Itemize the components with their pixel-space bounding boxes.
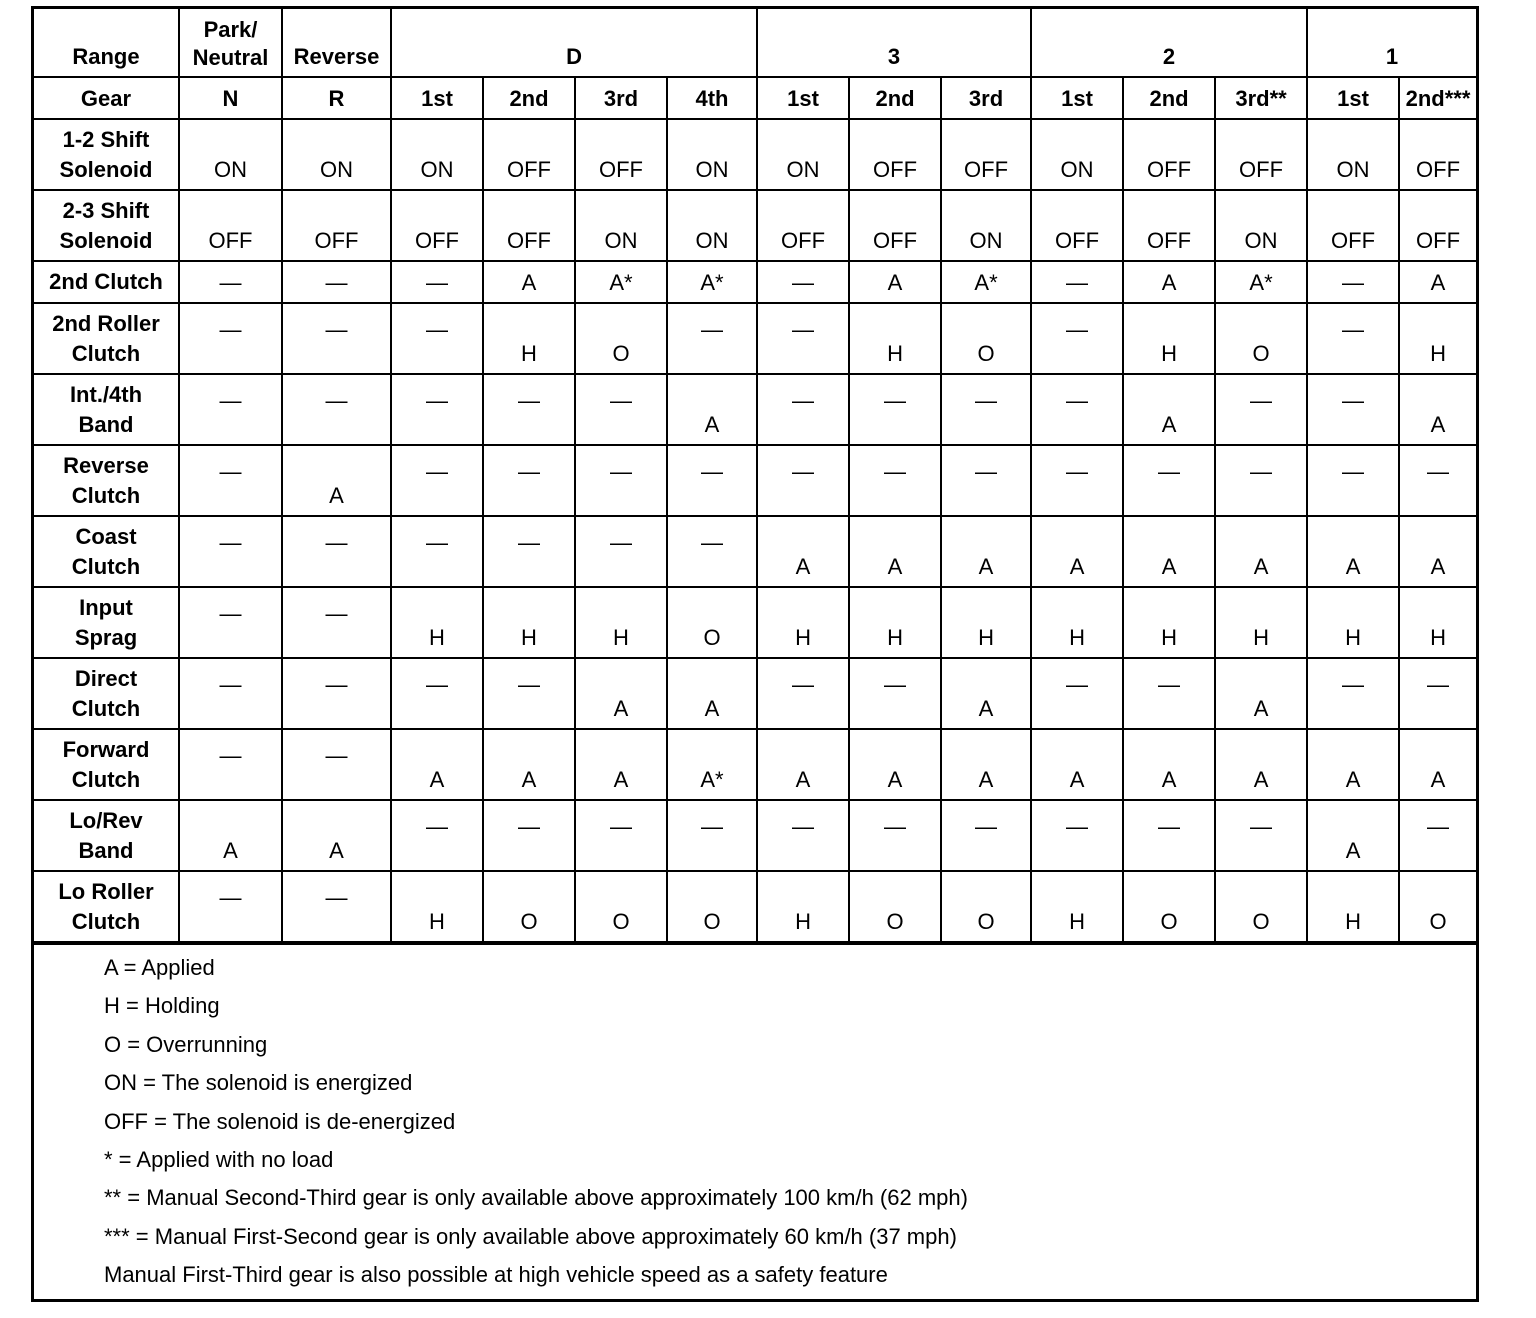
gear-header: 4th <box>667 77 757 119</box>
table-cell: — <box>1307 445 1399 516</box>
range-label: Range <box>34 9 179 77</box>
table-cell: — <box>1031 445 1123 516</box>
table-cell: — <box>575 800 667 871</box>
table-cell: H <box>391 587 483 658</box>
table-cell: OFF <box>849 119 941 190</box>
table-cell: OFF <box>483 119 575 190</box>
table-cell: ON <box>575 190 667 261</box>
table-cell: A <box>575 658 667 729</box>
table-row <box>34 190 1476 261</box>
table-row <box>34 587 1476 658</box>
table-cell: — <box>1123 658 1215 729</box>
table-cell: ON <box>1031 119 1123 190</box>
table-cell: ON <box>757 119 849 190</box>
table-cell: OFF <box>1031 190 1123 261</box>
row-label: Forward Clutch <box>34 729 179 800</box>
table-cell: — <box>282 871 391 942</box>
range-header: 2 <box>1031 9 1307 77</box>
table-cell: A <box>483 261 575 303</box>
table-cell: ON <box>941 190 1031 261</box>
table-cell: A <box>483 729 575 800</box>
table-cell: ON <box>391 119 483 190</box>
table-cell: — <box>757 303 849 374</box>
table-cell: O <box>941 303 1031 374</box>
table-cell: OFF <box>1215 119 1307 190</box>
range-header-row <box>34 9 1476 77</box>
table-row <box>34 729 1476 800</box>
table-cell: — <box>391 374 483 445</box>
table-cell: — <box>391 516 483 587</box>
table-cell: — <box>391 658 483 729</box>
table-cell: — <box>575 374 667 445</box>
table-cell: — <box>757 445 849 516</box>
table-cell: A <box>1031 516 1123 587</box>
table-row <box>34 800 1476 871</box>
table-cell: OFF <box>941 119 1031 190</box>
table-cell: OFF <box>1123 119 1215 190</box>
table-cell: OFF <box>575 119 667 190</box>
table-cell: — <box>941 445 1031 516</box>
table-cell: ON <box>667 190 757 261</box>
table-cell: A <box>282 445 391 516</box>
table-cell: A <box>941 516 1031 587</box>
gear-header: 1st <box>757 77 849 119</box>
table-row <box>34 658 1476 729</box>
table-cell: A <box>1307 729 1399 800</box>
table-cell: H <box>1307 871 1399 942</box>
table-cell: — <box>179 729 282 800</box>
table-cell: — <box>282 587 391 658</box>
table-cell: H <box>1123 303 1215 374</box>
table-cell: H <box>391 871 483 942</box>
table-cell: O <box>1399 871 1476 942</box>
table-cell: — <box>575 516 667 587</box>
table-cell: — <box>1031 303 1123 374</box>
table-cell: — <box>849 445 941 516</box>
table-cell: O <box>667 587 757 658</box>
legend-item: A = Applied <box>104 955 215 980</box>
table-cell: — <box>1123 800 1215 871</box>
table-cell: — <box>391 261 483 303</box>
table-cell: H <box>1123 587 1215 658</box>
table-cell: — <box>575 445 667 516</box>
clutch-table <box>34 9 1476 943</box>
table-cell: H <box>483 303 575 374</box>
table-row <box>34 261 1476 303</box>
gear-header: N <box>179 77 282 119</box>
gear-header: 2nd*** <box>1399 77 1476 119</box>
table-cell: H <box>757 871 849 942</box>
table-cell: OFF <box>483 190 575 261</box>
table-cell: — <box>1215 374 1307 445</box>
table-cell: — <box>282 729 391 800</box>
table-cell: — <box>1123 445 1215 516</box>
table-cell: A <box>1123 516 1215 587</box>
table-cell: — <box>1307 374 1399 445</box>
table-cell: O <box>849 871 941 942</box>
legend-item: H = Holding <box>104 993 220 1019</box>
table-cell: — <box>757 800 849 871</box>
table-cell: H <box>849 587 941 658</box>
table-cell: — <box>667 516 757 587</box>
table-cell: OFF <box>1399 190 1476 261</box>
range-header: Park/ Neutral <box>179 9 282 77</box>
table-cell: — <box>1215 445 1307 516</box>
table-cell: O <box>1215 303 1307 374</box>
table-cell: O <box>667 871 757 942</box>
gear-header: 3rd <box>941 77 1031 119</box>
table-cell: — <box>849 374 941 445</box>
table-cell: — <box>179 261 282 303</box>
table-cell: OFF <box>757 190 849 261</box>
gear-header: R <box>282 77 391 119</box>
table-cell: — <box>483 658 575 729</box>
table-cell: — <box>179 587 282 658</box>
table-cell: — <box>282 374 391 445</box>
range-header: 1 <box>1307 9 1476 77</box>
table-cell: OFF <box>1123 190 1215 261</box>
table-cell: — <box>179 516 282 587</box>
gear-header: 1st <box>1307 77 1399 119</box>
table-cell: H <box>1215 587 1307 658</box>
table-cell: A* <box>667 261 757 303</box>
table-cell: — <box>1307 261 1399 303</box>
table-cell: — <box>667 303 757 374</box>
gear-header: 3rd <box>575 77 667 119</box>
table-row <box>34 374 1476 445</box>
row-label: Lo Roller Clutch <box>34 871 179 942</box>
table-cell: H <box>1031 871 1123 942</box>
legend-item: *** = Manual First-Second gear is only available above approximately 60 km/h (37 mph) <box>104 1223 957 1249</box>
table-cell: A <box>1123 261 1215 303</box>
table-cell: — <box>483 374 575 445</box>
table-cell: A <box>1399 374 1476 445</box>
table-cell: — <box>391 445 483 516</box>
table-cell: — <box>282 303 391 374</box>
table-cell: — <box>757 658 849 729</box>
table-cell: A <box>667 658 757 729</box>
table-row <box>34 445 1476 516</box>
table-cell: — <box>179 374 282 445</box>
table-cell: — <box>1031 658 1123 729</box>
table-cell: A <box>1123 374 1215 445</box>
table-cell: OFF <box>1307 190 1399 261</box>
legend-item: ** = Manual Second-Third gear is only available above approximately 100 km/h (62 mph) <box>104 1185 968 1211</box>
table-cell: — <box>941 374 1031 445</box>
table-cell: ON <box>1307 119 1399 190</box>
row-label: 2-3 Shift Solenoid <box>34 190 179 261</box>
table-cell: A <box>1123 729 1215 800</box>
table-cell: A <box>282 800 391 871</box>
table-cell: A <box>757 729 849 800</box>
table-cell: A* <box>667 729 757 800</box>
table-cell: A <box>1399 516 1476 587</box>
row-label: 2nd Clutch <box>34 261 179 303</box>
table-cell: A <box>1307 516 1399 587</box>
gear-header: 3rd** <box>1215 77 1307 119</box>
table-cell: — <box>1031 374 1123 445</box>
legend <box>34 943 1476 1299</box>
table-cell: ON <box>179 119 282 190</box>
table-cell: ON <box>1215 190 1307 261</box>
row-label: 1-2 Shift Solenoid <box>34 119 179 190</box>
table-cell: H <box>849 303 941 374</box>
table-cell: OFF <box>282 190 391 261</box>
table-cell: A <box>575 729 667 800</box>
table-cell: — <box>391 303 483 374</box>
table-cell: H <box>575 587 667 658</box>
row-label: 2nd Roller Clutch <box>34 303 179 374</box>
table-cell: ON <box>667 119 757 190</box>
table-cell: A <box>1215 658 1307 729</box>
table-row <box>34 871 1476 942</box>
table-cell: A <box>1307 800 1399 871</box>
table-cell: — <box>1399 445 1476 516</box>
table-cell: — <box>1399 800 1476 871</box>
table-cell: A* <box>1215 261 1307 303</box>
table-cell: — <box>282 261 391 303</box>
table-cell: A* <box>575 261 667 303</box>
table-cell: A <box>849 261 941 303</box>
table-cell: A <box>849 516 941 587</box>
table-cell: O <box>483 871 575 942</box>
table-cell: H <box>1399 587 1476 658</box>
table-cell: A <box>1399 729 1476 800</box>
table-cell: H <box>483 587 575 658</box>
legend-item: ON = The solenoid is energized <box>104 1070 413 1096</box>
table-cell: O <box>941 871 1031 942</box>
table-cell: — <box>179 303 282 374</box>
table-cell: OFF <box>849 190 941 261</box>
table-cell: A <box>1215 729 1307 800</box>
row-label: Coast Clutch <box>34 516 179 587</box>
table-cell: — <box>483 800 575 871</box>
table-cell: — <box>757 261 849 303</box>
legend-item: O = Overrunning <box>104 1031 268 1057</box>
table-cell: — <box>667 800 757 871</box>
table-cell: — <box>667 445 757 516</box>
table-cell: A <box>849 729 941 800</box>
gear-header: 2nd <box>1123 77 1215 119</box>
row-label: Reverse Clutch <box>34 445 179 516</box>
row-label: Direct Clutch <box>34 658 179 729</box>
gear-header: 2nd <box>483 77 575 119</box>
table-cell: — <box>282 658 391 729</box>
table-cell: A <box>391 729 483 800</box>
table-cell: H <box>1307 587 1399 658</box>
gear-label: Gear <box>34 77 179 119</box>
table-row <box>34 303 1476 374</box>
table-cell: — <box>849 658 941 729</box>
table-cell: — <box>1307 303 1399 374</box>
table-cell: OFF <box>179 190 282 261</box>
table-cell: — <box>941 800 1031 871</box>
table-cell: — <box>391 800 483 871</box>
table-cell: — <box>179 658 282 729</box>
table-cell: A <box>1031 729 1123 800</box>
legend-item: Manual First-Third gear is also possible at high vehicle speed as a safety feature <box>104 1262 888 1288</box>
table-cell: A <box>757 516 849 587</box>
table-cell: H <box>941 587 1031 658</box>
table-cell: — <box>179 871 282 942</box>
range-header: 3 <box>757 9 1031 77</box>
gear-header: 2nd <box>849 77 941 119</box>
table-cell: ON <box>282 119 391 190</box>
table-cell: — <box>1307 658 1399 729</box>
table-cell: O <box>575 303 667 374</box>
table-cell: OFF <box>1399 119 1476 190</box>
table-cell: — <box>483 516 575 587</box>
table-cell: A <box>667 374 757 445</box>
table-cell: OFF <box>391 190 483 261</box>
table-cell: — <box>1399 658 1476 729</box>
legend-item: * = Applied with no load <box>104 1146 334 1172</box>
legend-item: OFF = The solenoid is de-energized <box>104 1108 456 1134</box>
clutch-application-chart <box>31 6 1479 1302</box>
table-cell: H <box>1031 587 1123 658</box>
gear-header: 1st <box>1031 77 1123 119</box>
row-label: Input Sprag <box>34 587 179 658</box>
table-cell: — <box>282 516 391 587</box>
table-cell: O <box>575 871 667 942</box>
table-cell: — <box>1215 800 1307 871</box>
table-cell: A <box>1399 261 1476 303</box>
table-cell: — <box>1031 261 1123 303</box>
table-row <box>34 119 1476 190</box>
table-cell: H <box>1399 303 1476 374</box>
row-label: Lo/Rev Band <box>34 800 179 871</box>
table-cell: H <box>757 587 849 658</box>
range-header: Reverse <box>282 9 391 77</box>
gear-header: 1st <box>391 77 483 119</box>
table-cell: O <box>1215 871 1307 942</box>
row-label: Int./4th Band <box>34 374 179 445</box>
table-cell: — <box>1031 800 1123 871</box>
table-cell: — <box>849 800 941 871</box>
gear-header-row <box>34 77 1476 119</box>
table-cell: — <box>757 374 849 445</box>
range-header: D <box>391 9 757 77</box>
table-row <box>34 516 1476 587</box>
table-cell: — <box>179 445 282 516</box>
table-cell: — <box>483 445 575 516</box>
table-cell: A <box>179 800 282 871</box>
table-cell: O <box>1123 871 1215 942</box>
table-cell: A* <box>941 261 1031 303</box>
table-cell: A <box>1215 516 1307 587</box>
table-cell: A <box>941 729 1031 800</box>
table-cell: A <box>941 658 1031 729</box>
